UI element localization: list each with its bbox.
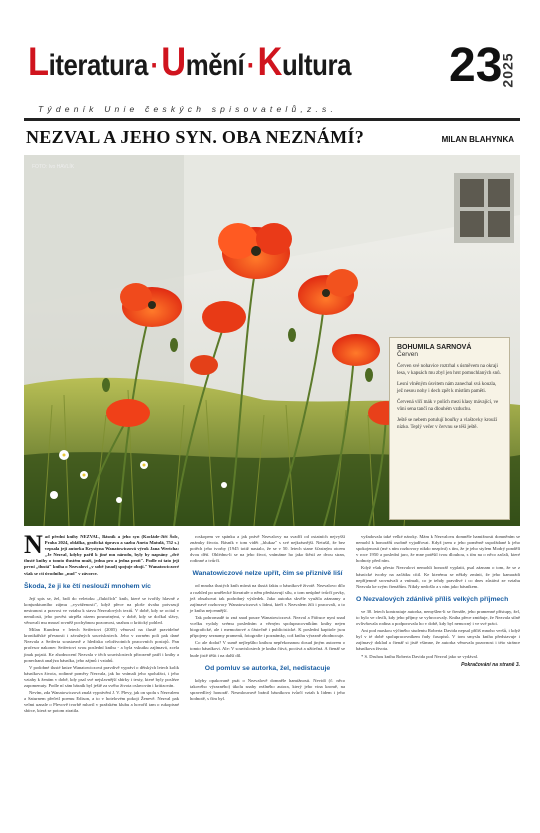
article-column-3	[356, 534, 520, 668]
body-paragraph: V podobné tlusté knize Wanatowiczová pravdivě vypráví o dětských letech kolik básníkova života, rodinné poměry Nezvala, jak ho vnímali jeho spolužáci, i jeho vztahy k ženám v době, kdy psal své nejslavnější sbírky i texty, které byly posléze zapomenuty. Podle ní sám básník byl ještě za svého života oslavován i kritizován.	[24, 664, 179, 688]
issue-number: 23	[449, 39, 503, 92]
body-paragraph: Když však přesto Nezvalovi nemohli honorář vyplatit, psal záznam o tom, že se z básnické tvorby na začátku cítil. Ke kterému se někdy zmínit, že jeho kamarádi nepříjemně srovnávali a vnímali, co je tehdy pravdivé i co dnes zůstává ze vztahu Nezvala ke svým čtenářům. Nikdy nedošlo a s ním jako básníkem.	[356, 565, 520, 589]
body-paragraph: ve 30. letech kontrastuje autorka, nemyšlen-li se čtenáře, jeho pramenné přístupy, žel, to bylo ve chvíli, kdy jeho příjmy se vyhrocovaly. Kniha přece zmiňuje, že Nezvala silně ovlivňovala rodina a podporovala ho v době, kdy byl nemocný i ve své práci.	[356, 608, 520, 627]
body-paragraph: Ani pod maskou výčtného studentu Roberta Davida nepsal příliš mnoho veršů, i když byl v té době spolupracovníkem řady časopisů. V tom smyslu kniha představuje i zajímavý doklad a čtenář si jistě všimne, že autorka věnovala pozornost i této stránce básníkova života.	[356, 628, 520, 652]
masthead-word-kultura: ultura	[281, 49, 352, 82]
poem-author: BOHUMILA SARNOVÁ	[397, 344, 472, 351]
masthead	[28, 38, 523, 98]
masthead-letter-k: K	[257, 40, 282, 84]
body-paragraph: Její spis se, žel, řadí do veletoku ,,fluktčích" knih, které se tvořily hlavně z konjunkturního zájmu ,,vyváženosti", když přece na ploše úvaha potvrzují nestranost a pravost ve vztahu k stavu Nezvalových textů. V době, kdy se ocital v nemilosti, jeho pověst utrpěla rázem posmrtnými, v době, kdy se dočkal slávy, věnovali mu mnozí rovněž pochybnou pozornost, snahou o kritický pohled.	[24, 595, 179, 626]
masthead-rule	[24, 118, 520, 121]
masthead-word-literatura: iteratura	[48, 49, 148, 82]
masthead-letter-u: U	[161, 40, 186, 84]
lead-paragraph	[24, 530, 179, 577]
body-paragraph: roskopem ve spánku a jak právě Nezvalovy na svadčí od ostatních nejvyšší známky života. Básník v tom vidět ,,hlukaz" s své nejkrásnější. Netušil, že bez potěch jeho tvorby (1945 totiž nastalo, že se v 50. letech stane šťastným otcem dvou dětí. Ohlédnu-li se na jeho život, vnímáme ho jako štěstí ze dvou stran, rodinné a tvůrčí.	[190, 534, 345, 564]
body-paragraph: kdyby opakovaně psát o Nezvalově domněle hamižnosti. Nevidí (č. něco takového výrazného) úkolu snahy reálného autora, který jeho vina kromě, na spravedlivý honorář. Nesmlouvavě bránil básníkova tvůrčí vztah k lidem i jeho hodnotě, s čím byl.	[190, 677, 345, 701]
masthead-word-umeni: mění	[185, 49, 245, 82]
article-headline: NEZVAL A JEHO SYN. OBA NEZNÁMÍ?	[26, 127, 365, 147]
section-subhead: Wanatowiczové nelze upřít, čím se přiznivě liší	[192, 570, 343, 578]
poem-title: Červen	[397, 351, 418, 358]
masthead-letter-l: L	[28, 40, 49, 84]
poem-box	[389, 337, 510, 520]
issue-year-box	[499, 42, 526, 98]
lead-text: ad přední knihy NEZVAL, Básník a jeho syn (Kocláde-Jiří Šolc, Praha 2024, oblálka, grafická úprava a sazba Aneta Matulá, 752 s.) vepsala její autorka Krystyna Wanatowiczová výrok Jana Werichа: ,,Je Nezval, kdyby pařil k jiné mu národu, byly by napsány ,,dvě tlusté knihy o tomto tlustém muži, jedna pro a jedna proti". Podle ní tato její první ,,tlustá" kniha o Nezvalovi ,,v sobě (snad) spojuje obojí." Wanatowiczové však se cti úvodního ,,nud" v závorce.	[24, 534, 179, 576]
section-subhead: O Nezvalových zdánlivě příliš velkých příjmech	[356, 595, 509, 603]
article-byline: MILAN BLAHYNKA	[441, 135, 514, 144]
masthead-separator: ·	[150, 49, 159, 82]
body-paragraph: Tak pohromadě to zná snad pouze Wanatowiczová. Nezval a Fáfruce nyní snad vcelku vydaly svému posledním a věrným spolupracovníkům knihy nejen biografické, ale i memoárové a částečně i publicistické. K poslední kapitole jsou připojeny seznamy pramenů, fotografie i poznámky, což knihu výrazně zhodnocuje.	[190, 614, 345, 639]
poem-stanza: Červená vlčí mák v polích mezi klasy mávající, ve vůni sena tančí na dlouhém vzduchu.	[397, 400, 499, 412]
issue-year: 2025	[499, 52, 516, 88]
body-paragraph: od mnoha tlustých knih mírná na tlustá faktu o básníkově životě. Nezvalovo dílo a rozhled po umělecké literatuře o něm představují sílu, o tom neúplné tvůrčí prvky, jež obsahovat tak podrobný výsledek. Jako autorka skvěle využila záznamy a zajímavé rozhovory Wanatowiczová s lidmi, kteří s Nezvalem žili i pracovali, a to je kniha nejcennější.	[190, 583, 345, 613]
section-subhead: Škoda, že ji ke čtí neslouží mnohem víc	[24, 582, 151, 590]
article-column-1	[24, 530, 179, 715]
masthead-title	[28, 40, 352, 84]
body-paragraph: * S. Druhou knihu Roberta Davida pod Nezval jako se vydával.	[361, 653, 479, 659]
poem-stanza: Ještě se nebem potulují bouřky a vlaštovky krouží nízko. Teplý večer v červnu se těší ještě.	[397, 418, 498, 430]
photo-credit: FOTO: Ivo HAVLÍK	[32, 164, 75, 170]
article-column-2	[190, 534, 345, 703]
drop-cap: N	[24, 530, 43, 559]
section-subhead: Od pomluv se autorka, žel, nedistacuje	[204, 664, 331, 672]
body-paragraph: vyžadovala také velké nároky. Mám k Nezvalovu domněle hamižnosti domněním se nemohl k honorářů osobně vyjadřovat. Když jsem z jeho poměrně uspořádané k jeho spokojenosti (mé s ním rozhovory nikdo nezpívá) s tím, že je jeho stylem Modrý pondělí v roce 1950 a poslední jaro, že mne potěšil tvou dlouhou, s tím na o něco začali, které hodnoty před ním.	[356, 534, 520, 564]
body-paragraph: Milan Kundera v letech Seifertovi (2005) věnoval na tlustě pravidelné kronikářské přesnosti i závažných souvislostech. Jeho v zorném poli pak dané Nezvala a Seiferta soustavně z hlediska celoživotních pracovních postojů. Pan profesor nakonec Seifertovi svou poslední knihu - a byla vskutku zajímavá, zcela jinak pojatá. Ke zhodnocení Nezvala v těch souvislostech přirozeně patří i knihy a ponechaná analýza básníka, jeho zájmů i vztahů.	[24, 627, 179, 663]
body-paragraph: Nevím, zda Wanatowiczová znalá vyprávění J. V. Plevy, jak on spolu s Nezvalem a Saturnem přečetl poemu Edison, a to v hotelovém pokoji Ženevě. Nezval pak velmi uznale o Plevově tvorbě mluvil v pražském klubu a hovořil tam o rukopisné sbírce, která se potom ztratila.	[24, 690, 179, 714]
masthead-tagline: Týdeník Unie českých spisovatelů,z.s.	[38, 104, 338, 114]
masthead-separator: ·	[246, 49, 255, 82]
continued-link[interactable]: Pokračování na straně 3.	[461, 661, 520, 668]
body-paragraph: Co ale dodat? V sumě nejlepšího knihou nepřekonanou dosud jiným autorem o tomto básníkovi. Ale: V souvislostech je kniha čtivá, poctivá a užitečná. A čtenář se bude jistě těšit i na další díl.	[190, 640, 345, 658]
poem-stanza: Lesní vlněným úsvitem nám zanechal svá kouzla, jež nesou nohy i dech zpět k místům paměti.	[397, 382, 497, 394]
poem-stanza: Červen své nohavice roztrhal s úsměvem na okraji lesa, v kapsách mu zbyl jen hrst pomuchlaných snů.	[397, 364, 501, 376]
